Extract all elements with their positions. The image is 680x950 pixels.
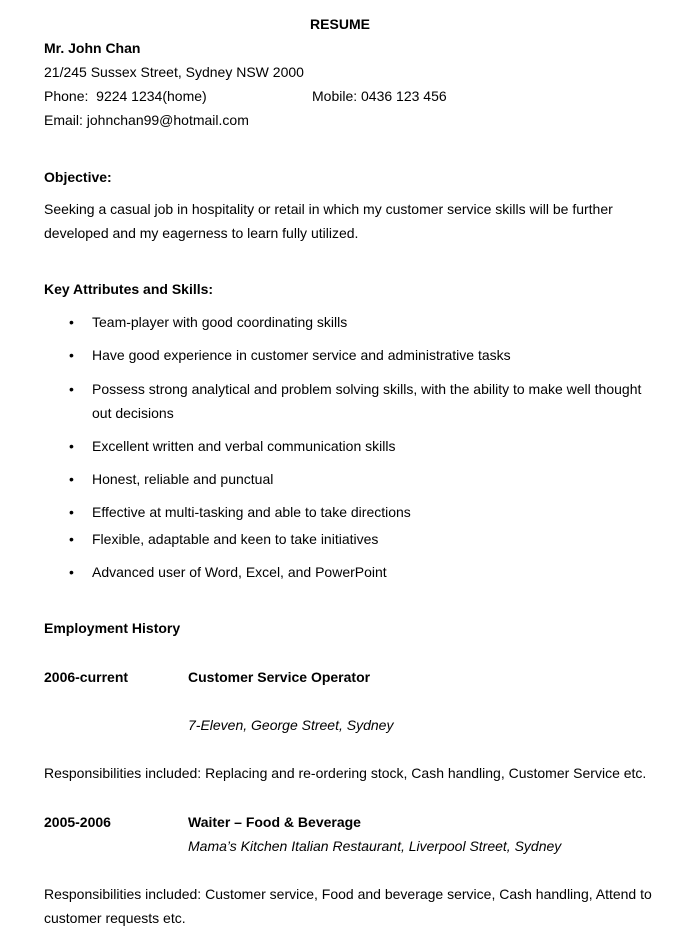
mobile-phone: Mobile: 0436 123 456 xyxy=(312,88,447,104)
job-responsibilities-continued: customer requests etc. xyxy=(44,910,186,926)
bullet: • xyxy=(69,347,74,363)
job-role: Waiter – Food & Beverage xyxy=(188,814,361,830)
job-responsibilities: Responsibilities included: Replacing and re-ordering stock, Cash handling, Customer Service etc. xyxy=(44,765,647,781)
skills-heading: Key Attributes and Skills: xyxy=(44,281,214,297)
skill-item: Excellent written and verbal communication skills xyxy=(92,438,396,454)
skill-item: Honest, reliable and punctual xyxy=(92,471,274,487)
job-responsibilities: Responsibilities included: Customer service, Food and beverage service, Cash handling, Attend to xyxy=(44,886,652,902)
objective-line-2: developed and my eagerness to learn fully utilized. xyxy=(44,225,359,241)
bullet: • xyxy=(69,314,74,330)
bullet: • xyxy=(69,438,74,454)
bullet: • xyxy=(69,531,74,547)
employment-heading: Employment History xyxy=(44,620,181,636)
skill-item: Advanced user of Word, Excel, and PowerPoint xyxy=(92,564,387,580)
bullet: • xyxy=(69,471,74,487)
skill-item: Possess strong analytical and problem solving skills, with the ability to make well thought xyxy=(92,381,642,397)
objective-line-1: Seeking a casual job in hospitality or retail in which my customer service skills will be further xyxy=(44,201,613,217)
skill-item: Effective at multi-tasking and able to take directions xyxy=(92,504,411,520)
job-role: Customer Service Operator xyxy=(188,669,371,685)
skill-item: Flexible, adaptable and keen to take initiatives xyxy=(92,531,379,547)
bullet: • xyxy=(69,381,74,397)
job-place: Mama’s Kitchen Italian Restaurant, Liverpool Street, Sydney xyxy=(188,838,562,854)
job-place: 7-Eleven, George Street, Sydney xyxy=(188,717,394,733)
email: Email: johnchan99@hotmail.com xyxy=(44,112,249,128)
job-period: 2005-2006 xyxy=(44,814,111,830)
skill-item: Team-player with good coordinating skills xyxy=(92,314,348,330)
bullet: • xyxy=(69,564,74,580)
skill-item-continued: out decisions xyxy=(92,405,174,421)
home-phone: Phone: 9224 1234(home) xyxy=(44,88,207,104)
objective-heading: Objective: xyxy=(44,169,112,185)
bullet: • xyxy=(69,504,74,520)
job-period: 2006-current xyxy=(44,669,129,685)
address: 21/245 Sussex Street, Sydney NSW 2000 xyxy=(44,64,304,80)
resume-title: RESUME xyxy=(310,16,370,32)
applicant-name: Mr. John Chan xyxy=(44,40,141,56)
skill-item: Have good experience in customer service and administrative tasks xyxy=(92,347,511,363)
